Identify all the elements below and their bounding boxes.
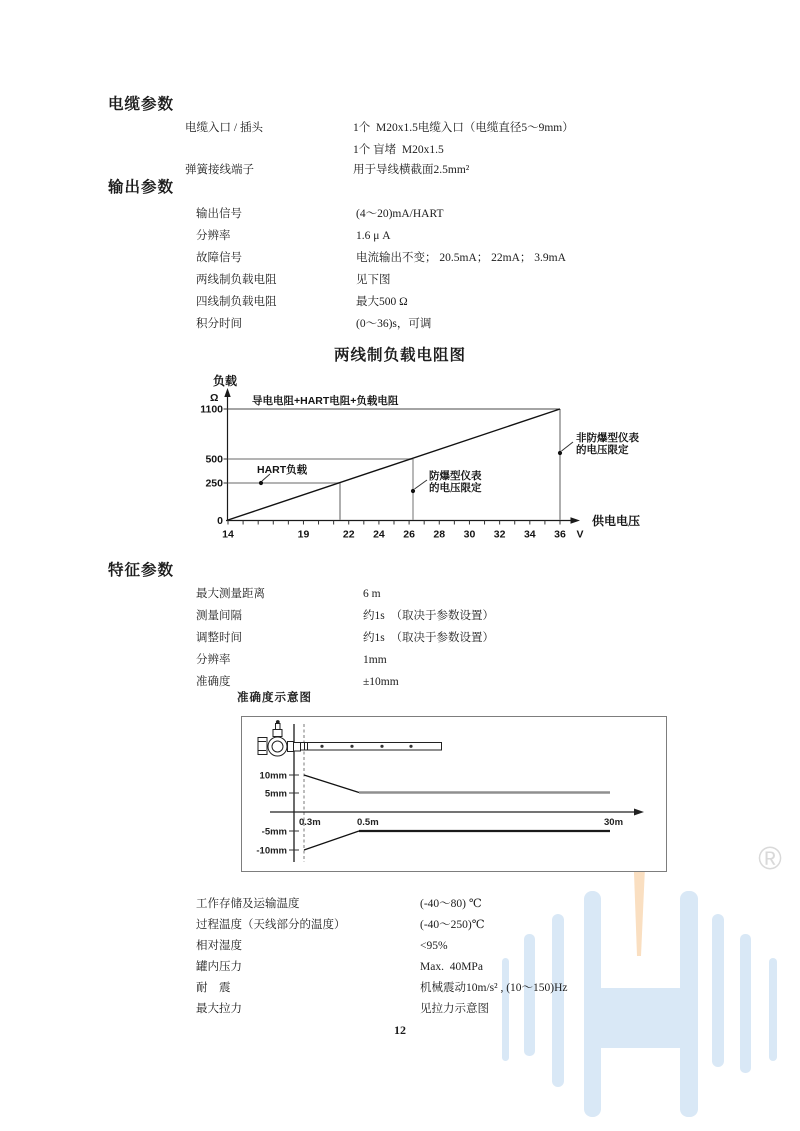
param-value: 1个 M20x1.5电缆入口（电缆直径5～9mm） bbox=[353, 122, 574, 134]
param-value: 电流输出不变； 20.5mA； 22mA； 3.9mA bbox=[356, 252, 566, 264]
load-chart-callout-leaders bbox=[262, 442, 573, 489]
param-value: 见下图 bbox=[356, 274, 391, 286]
annotation-total-resistance: 导电电阻+HART电阻+负载电阻 bbox=[252, 395, 399, 407]
x-tick-label: 36 bbox=[554, 528, 566, 541]
annotation-nonex-limit-line1: 非防爆型仪表 bbox=[576, 432, 639, 444]
watermark-bar bbox=[552, 914, 564, 1087]
param-value: (4～20)mA/HART bbox=[356, 208, 444, 220]
y-tick-label: 1100 bbox=[200, 403, 223, 416]
x-tick-label: 32 bbox=[493, 528, 506, 541]
x-tick-label: 19 bbox=[297, 528, 310, 541]
x-axis-title: 供电电压 bbox=[592, 514, 641, 528]
param-value: 约1s （取决于参数设置） bbox=[363, 632, 494, 644]
param-value: 1.6 μ A bbox=[356, 230, 391, 242]
registered-trademark-icon: ® bbox=[758, 840, 782, 876]
y-axis-title: 负载 bbox=[213, 374, 238, 388]
param-label: 积分时间 bbox=[196, 318, 242, 330]
param-label: 罐内压力 bbox=[196, 961, 242, 973]
x-tick-label: 0.5m bbox=[357, 817, 379, 828]
param-label: 最大测量距离 bbox=[196, 588, 265, 600]
x-tick-label: 26 bbox=[403, 528, 415, 541]
annotation-ex-limit-line1: 防爆型仪表 bbox=[429, 470, 482, 482]
param-value: 约1s （取决于参数设置） bbox=[363, 610, 494, 622]
section-title-cable: 电缆参数 bbox=[108, 96, 175, 113]
section-title-output: 输出参数 bbox=[108, 179, 175, 196]
x-tick-label: 0.3m bbox=[299, 817, 321, 828]
accuracy-chart-frame bbox=[242, 717, 667, 872]
page-number: 12 bbox=[394, 1023, 406, 1037]
param-label: 分辨率 bbox=[196, 654, 231, 666]
param-value: 6 m bbox=[363, 588, 381, 600]
param-label: 准确度 bbox=[196, 676, 231, 688]
x-tick-label: 14 bbox=[222, 528, 234, 541]
param-value: (-40～250)℃ bbox=[420, 919, 485, 931]
param-label: 相对湿度 bbox=[196, 940, 242, 952]
param-label: 输出信号 bbox=[196, 208, 242, 220]
y-tick-label: -10mm bbox=[256, 845, 287, 857]
param-value: 1mm bbox=[363, 654, 387, 666]
param-label: 分辨率 bbox=[196, 230, 231, 242]
section-title-feature: 特征参数 bbox=[108, 562, 175, 579]
y-tick-label: 10mm bbox=[259, 770, 287, 782]
x-tick-label: 28 bbox=[433, 528, 446, 541]
param-value: Max. 40MPa bbox=[420, 961, 483, 973]
x-tick-label: 30 bbox=[463, 528, 476, 541]
y-tick-label: -5mm bbox=[261, 826, 287, 838]
param-value: <95% bbox=[420, 940, 448, 952]
watermark-h-crossbar bbox=[592, 988, 689, 1048]
param-label: 工作存储及运输温度 bbox=[196, 898, 300, 910]
param-label: 耐 震 bbox=[196, 982, 231, 994]
y-tick-label: 500 bbox=[205, 453, 223, 466]
load-resistance-chart bbox=[190, 368, 670, 550]
chart-title-load-resistance: 两线制负载电阻图 bbox=[333, 347, 466, 364]
x-tick-label: 30m bbox=[604, 817, 624, 828]
x-tick-label: 22 bbox=[342, 528, 355, 541]
load-chart-axes bbox=[226, 395, 571, 521]
param-value: (0～36)s，可调 bbox=[356, 318, 432, 330]
param-label: 调整时间 bbox=[196, 632, 242, 644]
annotation-ex-limit-line2: 的电压限定 bbox=[429, 482, 482, 494]
param-label: 弹簧接线端子 bbox=[185, 164, 254, 176]
param-label: 过程温度（天线部分的温度） bbox=[196, 919, 346, 931]
param-value: 见拉力示意图 bbox=[420, 1003, 489, 1015]
watermark-bar bbox=[769, 958, 777, 1061]
y-axis-arrow bbox=[224, 388, 230, 397]
accuracy-chart bbox=[238, 712, 672, 876]
param-value: 机械震动10m/s² , (10～150)Hz bbox=[420, 982, 568, 994]
param-value: (-40～80) ℃ bbox=[420, 898, 482, 910]
param-value: 用于导线横截面2.5mm² bbox=[353, 164, 470, 176]
annotation-hart-load: HART负载 bbox=[257, 464, 308, 476]
param-value: ±10mm bbox=[363, 676, 399, 688]
param-label: 故障信号 bbox=[196, 252, 242, 264]
watermark-bar bbox=[712, 914, 724, 1067]
x-axis-ticks bbox=[222, 521, 566, 541]
param-label: 测量间隔 bbox=[196, 610, 242, 622]
x-tick-label: 34 bbox=[523, 528, 536, 541]
chart-title-accuracy: 准确度示意图 bbox=[237, 692, 312, 704]
watermark-bar bbox=[502, 958, 509, 1061]
y-tick-label: 250 bbox=[205, 477, 223, 490]
y-tick-label: 5mm bbox=[264, 788, 287, 800]
y-tick-label: 0 bbox=[217, 515, 223, 527]
x-axis-arrow bbox=[571, 517, 581, 524]
param-value: 1个 盲堵 M20x1.5 bbox=[353, 144, 444, 156]
param-value: 最大500 Ω bbox=[356, 296, 408, 308]
y-axis-unit: Ω bbox=[210, 392, 219, 404]
x-axis-unit: V bbox=[576, 528, 584, 541]
param-label: 最大拉力 bbox=[196, 1003, 242, 1015]
x-tick-label: 24 bbox=[373, 528, 385, 541]
watermark-bar bbox=[740, 934, 751, 1073]
param-label: 两线制负载电阻 bbox=[196, 274, 277, 286]
param-label: 四线制负载电阻 bbox=[196, 296, 277, 308]
param-label: 电缆入口 / 插头 bbox=[185, 122, 263, 134]
annotation-nonex-limit-line2: 的电压限定 bbox=[576, 444, 629, 456]
